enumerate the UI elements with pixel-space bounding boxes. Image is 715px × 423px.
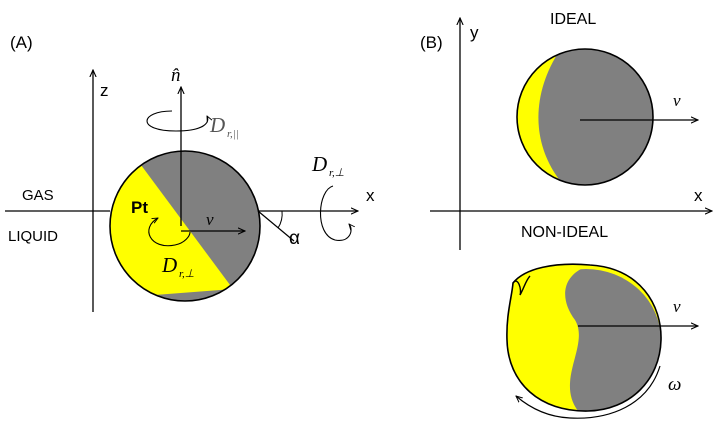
panel-a-tag: (A) (10, 33, 33, 52)
rotation-perp-arrow-right (320, 186, 351, 240)
gas-label: GAS (22, 187, 54, 204)
ideal-label: IDEAL (550, 11, 597, 28)
d-parallel-label (209, 113, 239, 140)
svg-text:r,||: r,|| (227, 128, 239, 140)
normal-label: n̂ (171, 65, 181, 86)
janus-particle-non-ideal (507, 264, 680, 411)
velocity-label-ideal: v (673, 91, 681, 110)
svg-text:D: D (210, 113, 226, 137)
panel-b-tag: (B) (420, 33, 443, 52)
omega-label: ω (668, 374, 682, 395)
svg-text:D: D (312, 152, 328, 176)
panel-b (420, 11, 712, 418)
y-axis-label: y (470, 23, 479, 42)
svg-text:D: D (162, 253, 178, 277)
x-axis-label-b: x (694, 186, 703, 205)
angle-arc (278, 211, 282, 228)
panel-a (5, 33, 375, 312)
velocity-label-a: v (206, 210, 214, 229)
pt-label: Pt (131, 198, 148, 217)
janus-particle-ideal (517, 40, 680, 190)
non-ideal-label: NON-IDEAL (521, 224, 609, 241)
svg-text:r,⊥: r,⊥ (329, 167, 345, 179)
z-axis-label: z (100, 81, 109, 100)
rotation-parallel-arrow (147, 111, 208, 131)
svg-text:r,⊥: r,⊥ (179, 268, 195, 280)
d-perp-label-right (311, 152, 344, 179)
janus-particle-a (90, 150, 260, 301)
x-axis-label: x (366, 186, 375, 205)
velocity-label-non-ideal: v (673, 297, 681, 316)
alpha-label: α (289, 228, 300, 249)
liquid-label: LIQUID (8, 228, 59, 245)
